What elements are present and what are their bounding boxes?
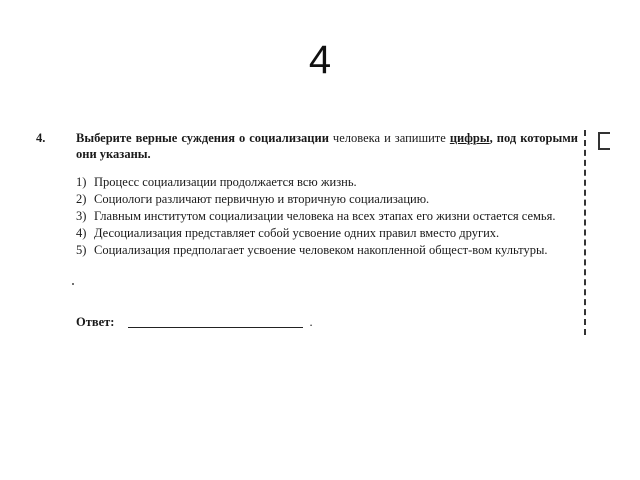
- option-number: 2): [76, 192, 87, 206]
- corner-bracket-mark: [598, 132, 610, 150]
- options-list: [76, 174, 578, 259]
- option-5: [76, 242, 578, 258]
- option-text: Социологи различают первичную и вторичную социализацию.: [94, 192, 430, 206]
- option-number: 4): [76, 226, 87, 240]
- option-2: [76, 191, 578, 207]
- task-block: [36, 128, 596, 338]
- option-text: Десоциализация представляет собой усвоение одних правил вместо других.: [94, 226, 500, 240]
- answer-end-dot: .: [309, 315, 313, 329]
- option-number: 1): [76, 175, 87, 189]
- option-1: [76, 174, 578, 190]
- margin-dashed-line: [584, 130, 586, 335]
- margin-dot: [72, 283, 74, 285]
- task-number: 4.: [36, 131, 46, 145]
- prompt-part-2: человека и запишите: [328, 131, 450, 145]
- task-prompt: [76, 130, 578, 162]
- option-number: 5): [76, 243, 87, 257]
- prompt-part-3: , под которыми они указаны.: [76, 131, 578, 161]
- option-4: [76, 225, 578, 241]
- option-3: [76, 208, 578, 224]
- option-text: Главным институтом социализации человека на всех этапах его жизни остается семья.: [94, 209, 556, 223]
- option-text: Процесс социализации продолжается всю жизнь.: [94, 175, 357, 189]
- answer-row: [76, 314, 313, 330]
- prompt-part-1: Выберите верные суждения о социализации: [76, 131, 329, 145]
- answer-blank[interactable]: [128, 327, 303, 328]
- answer-label: Ответ:: [76, 315, 115, 329]
- prompt-digits-word: цифры: [449, 131, 490, 145]
- slide-title: 4: [308, 38, 332, 82]
- option-text: Социализация предполагает усвоение человеком накопленной общест-вом культуры.: [94, 243, 548, 257]
- option-number: 3): [76, 209, 87, 223]
